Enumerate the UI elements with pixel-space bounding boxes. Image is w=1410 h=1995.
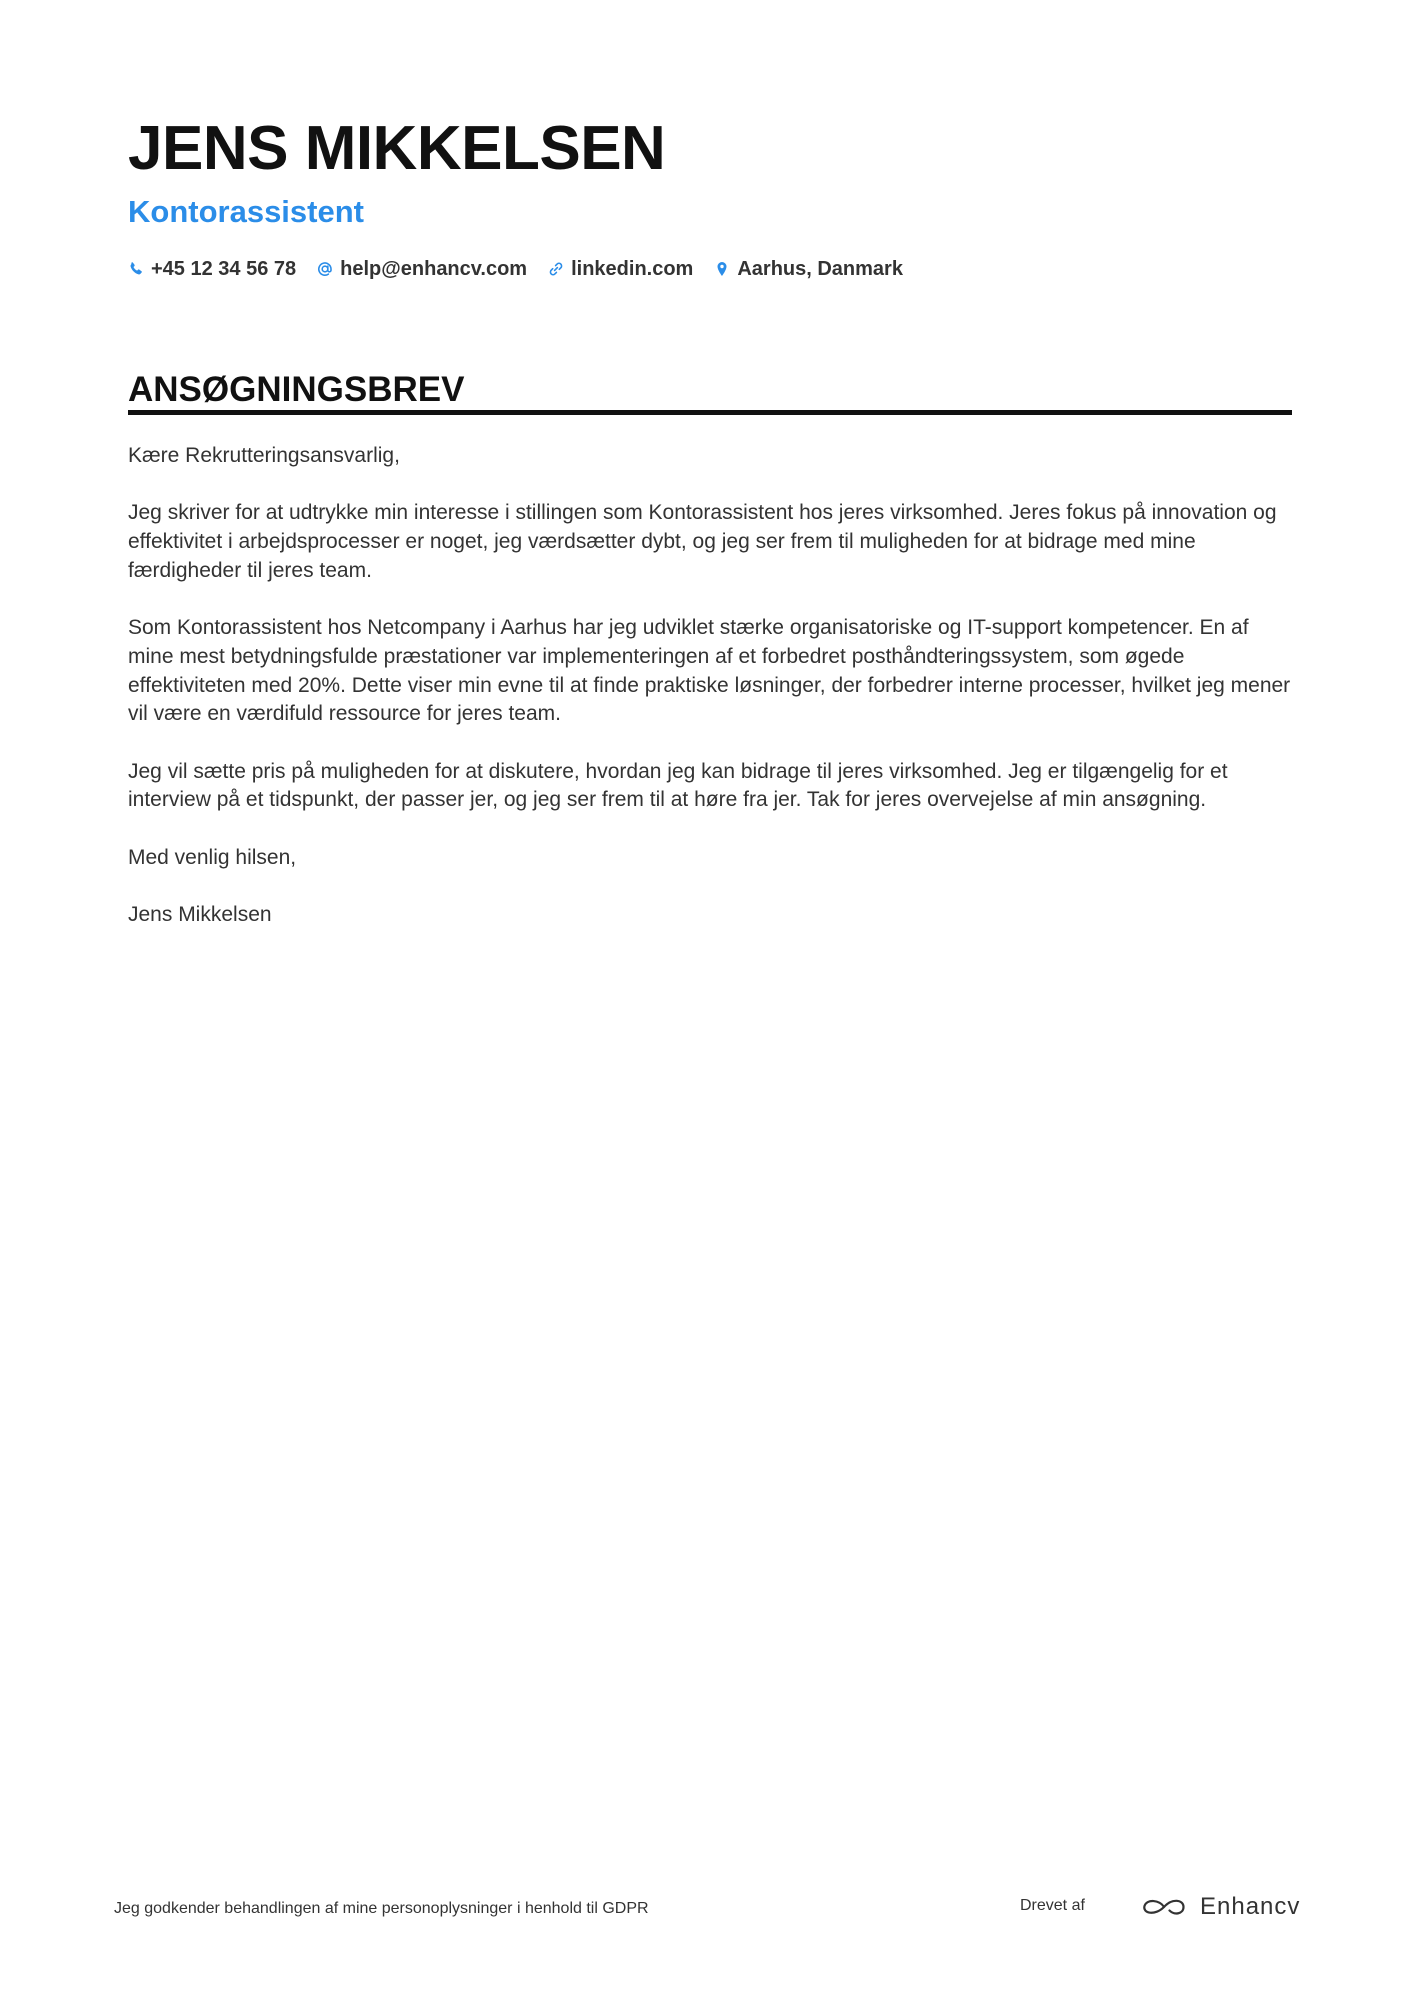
letter-closing: Med venlig hilsen,: [128, 845, 297, 869]
contact-linkedin[interactable]: [548, 259, 693, 279]
link-icon: [548, 261, 564, 277]
contact-location-text: Aarhus, Danmark: [737, 258, 903, 280]
enhancv-logo-icon[interactable]: [1141, 1895, 1187, 1919]
brand-name[interactable]: Enhancv: [1200, 1893, 1301, 1920]
job-title: Kontorassistent: [128, 194, 364, 229]
contact-linkedin-text: linkedin.com: [571, 258, 694, 280]
letter-paragraph: Jeg vil sætte pris på muligheden for at diskutere, hvordan jeg kan bidrage til jeres virksomhed. Jeg er tilgængelig for et interview på et tidspunkt, der passer jer, og jeg ser frem til at høre fra jer. Tak for jeres overvejelse af min ansøgning.: [128, 759, 1228, 812]
contact-email[interactable]: [317, 259, 527, 279]
contact-phone[interactable]: [128, 259, 296, 279]
applicant-name: JENS MIKKELSEN: [128, 114, 666, 183]
at-icon: [317, 261, 333, 277]
contact-row: [128, 259, 903, 279]
contact-email-text: help@enhancv.com: [340, 258, 528, 280]
letter-signature: Jens Mikkelsen: [128, 903, 272, 927]
letter-salutation: Kære Rekrutteringsansvarlig,: [128, 444, 400, 467]
heading-divider: [128, 410, 1292, 415]
contact-phone-text: +45 12 34 56 78: [151, 258, 297, 280]
letter-paragraph: Jeg skriver for at udtrykke min interesse i stillingen som Kontorassistent hos jeres virksomhed. Jeres fokus på innovation og effektivitet i arbejdsprocesser er noget, jeg værdsætter dybt, og jeg ser frem til muligheden for at bidrage med mine færdigheder til jeres team.: [128, 501, 1277, 582]
phone-icon: [128, 261, 144, 277]
gdpr-consent-text: Jeg godkender behandlingen af mine personoplysninger i henhold til GDPR: [114, 1900, 649, 1917]
letter-paragraph: Som Kontorassistent hos Netcompany i Aarhus har jeg udviklet stærke organisatoriske og IT-support kompetencer. En af mine mest betydningsfulde præstationer var implementeringen af et forbedret posthåndteringssystem, som øgede effektiviteten med 20%. Dette viser min evne til at finde praktiske løsninger, der forbedrer interne processer, hvilket jeg mener vil være en værdifuld ressource for jeres team.: [128, 616, 1291, 726]
letter-body: [128, 442, 1292, 959]
powered-by-label: Drevet af: [1020, 1897, 1085, 1914]
contact-location: [714, 259, 903, 279]
location-pin-icon: [714, 261, 730, 277]
section-heading: ANSØGNINGSBREV: [128, 370, 465, 409]
